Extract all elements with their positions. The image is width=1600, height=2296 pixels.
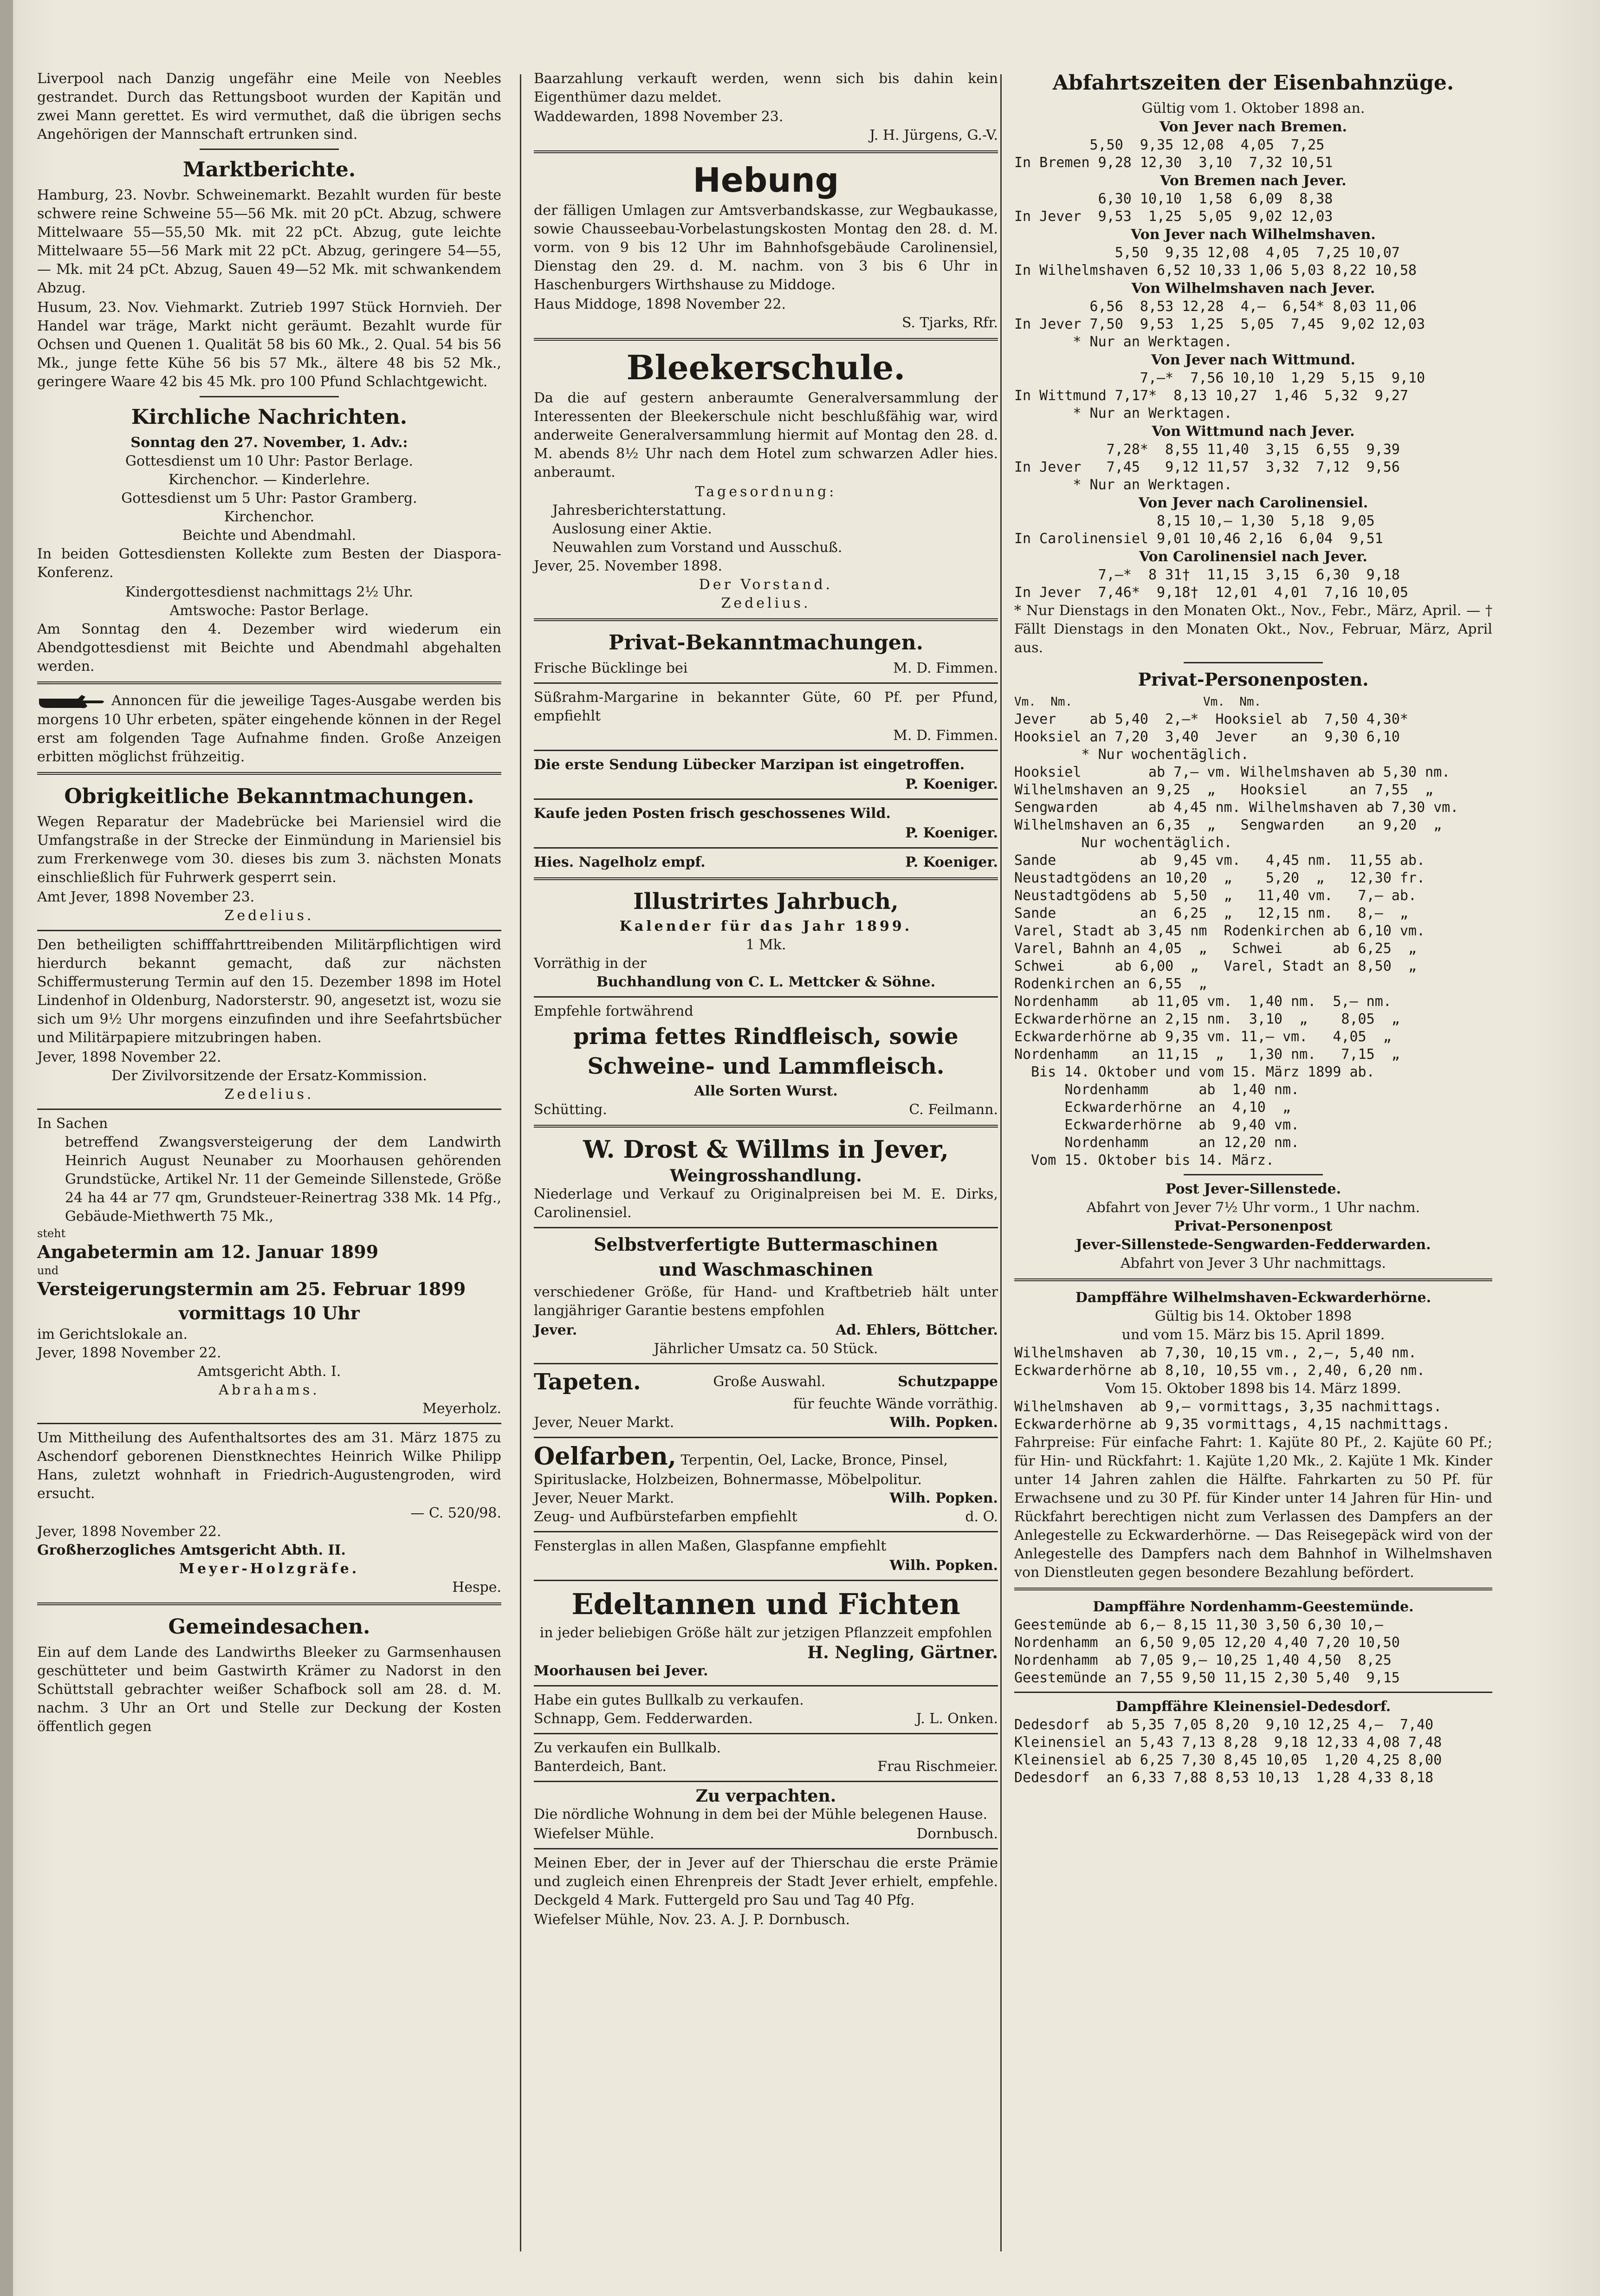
bull-sig-a: Banterdeich, Bant.: [534, 1758, 667, 1775]
bleek-item: Neuwahlen zum Vorstand und Ausschuß.: [552, 539, 842, 556]
pacht-sig-a: Wiefelser Mühle.: [534, 1826, 654, 1842]
post-row: Jever ab 5,40 2,—* Hooksiel ab 7,50 4,30*: [1014, 711, 1408, 727]
df3-heading: Dampffähre Kleinensiel-Dedesdorf.: [1115, 1699, 1391, 1715]
ad-text: Frische Bücklinge bei: [534, 660, 688, 676]
mitth-court: Großherzogliches Amtsgericht Abth. II.: [37, 1542, 346, 1558]
post-header: Vm. Nm. Vm. Nm.: [1014, 695, 1262, 709]
kirch-line: Beichte und Abendmahl.: [182, 527, 356, 544]
tap-sig-row: [534, 1414, 998, 1432]
rail-row: 6,56 8,53 12,28 4,— 6,54* 8,03 11,06: [1014, 298, 1417, 315]
divider: [534, 338, 998, 343]
fleisch-line-2: Schweine- und Lammfleisch.: [587, 1053, 945, 1079]
oel-sig-a: Jever, Neuer Markt.: [534, 1490, 674, 1506]
divider: [37, 930, 501, 931]
eber-text: Meinen Eber, der in Jever auf der Thierschau die erste Prämie und zugleich einen Ehrenpreis der Stadt Jever erhielt, empfehle. Deckgeld 4 Mark. Futtergeld pro Sau und Tag 40 Pfg.: [534, 1855, 998, 1908]
top-text: Baarzahlung verkauft werden, wenn sich bis dahin kein Eigenthümer dazu meldet.: [534, 71, 998, 105]
bleek-date: Jever, 25. November 1898.: [534, 558, 723, 574]
divider: [534, 1733, 998, 1734]
droste-heading: W. Drost & Willms in Jever,: [583, 1135, 949, 1164]
butter-sig-row: [534, 1321, 998, 1340]
rail-route-heading: Von Wilhelmshaven nach Jever.: [1131, 280, 1375, 297]
post-row: Nur wochentäglich.: [1014, 835, 1232, 851]
bull-sig-row-1: [534, 1710, 998, 1728]
ferry-row: Dedesdorf ab 5,35 7,05 8,20 9,10 12,25 4,— 7,40: [1014, 1717, 1434, 1733]
post-timetable: [1014, 711, 1492, 1169]
oel-text: Terpentin, Oel, Lacke, Bronce, Pinsel, Spirituslacke, Holzbeizen, Bohnermasse, Möbelpolitur.: [534, 1452, 948, 1488]
jahr-shop: Buchhandlung von C. L. Mettcker & Söhne.: [596, 974, 936, 990]
post-row: Vom 15. Oktober bis 14. März.: [1014, 1152, 1274, 1168]
hebung-sig: S. Tjarks, Rfr.: [901, 315, 998, 331]
divider: [534, 1363, 998, 1364]
rail-row: In Jever 7,46* 9,18† 12,01 4,01 7,16 10,05: [1014, 584, 1408, 601]
fleisch-line-1: prima fettes Rindfleisch, sowie: [573, 1024, 959, 1050]
rail-row: 7,—* 7,56 10,10 1,29 5,15 9,10: [1014, 370, 1425, 386]
ferry-row: Dedesdorf an 6,33 7,88 8,53 10,13 1,28 4,33 8,18: [1014, 1770, 1434, 1786]
post-row: Varel, Bahnh an 4,05 „ Schwei ab 6,25 „: [1014, 940, 1417, 957]
fenster-text: Fensterglas in allen Maßen, Glaspfanne empfiehlt: [534, 1538, 887, 1554]
bleek-heading: Bleekerschule.: [626, 348, 906, 387]
post-row: Bis 14. Oktober und vom 15. März 1899 ab.: [1014, 1064, 1375, 1080]
bull-text-1: Habe ein gutes Bullkalb zu verkaufen.: [534, 1692, 804, 1708]
oel-heading: Oelfarben,: [534, 1442, 676, 1471]
tap-a: Große Auswahl.: [713, 1374, 826, 1390]
mitth-sig: Meyer-Holzgräfe.: [179, 1561, 360, 1577]
bleek-sig-2: Zedelius.: [721, 595, 811, 611]
post-row: Nordenhamm ab 11,05 vm. 1,40 nm. 5,— nm.: [1014, 993, 1392, 1010]
post-row: Sengwarden ab 4,45 nm. Wilhelmshaven ab 7,30 vm.: [1014, 799, 1459, 816]
divider: [534, 1781, 998, 1782]
post-row: Varel, Stadt ab 3,45 nm Rodenkirchen ab 6,10 vm.: [1014, 923, 1425, 939]
ad-row: [534, 853, 998, 872]
divider: [534, 1685, 998, 1686]
divider: [534, 877, 998, 882]
divider: [534, 750, 998, 751]
rail-timetables: [1014, 118, 1492, 602]
rail-row: 6,30 10,10 1,58 6,09 8,38: [1014, 191, 1333, 207]
intro-text: Liverpool nach Danzig ungefähr eine Meile von Neebles gestrandet. Durch das Rettungsboot wurden der Kapitän und zwei Mann gerettet. Es wird vermuthet, daß die übrigen sechs Angehörigen der Mannschaft ertrunken sind.: [37, 71, 501, 143]
fleisch-line-3: Alle Sorten Wurst.: [694, 1083, 838, 1099]
kirch-amtswoche: Amtswoche: Pastor Berlage.: [169, 603, 369, 619]
df2-timetable: [1014, 1616, 1492, 1687]
ad-text: Kaufe jeden Posten frisch geschossenes Wild.: [534, 805, 891, 822]
rail-row: * Nur an Werktagen.: [1014, 477, 1232, 493]
sachen-intro: In Sachen: [37, 1116, 108, 1132]
df1-winter: Vom 15. Oktober 1898 bis 14. März 1899.: [1105, 1381, 1401, 1397]
sachen-loc: im Gerichtslokale an.: [37, 1326, 188, 1343]
tap-row: [534, 1369, 998, 1395]
post-row: Neustadtgödens an 10,20 „ 5,20 „ 12,30 fr.: [1014, 870, 1425, 886]
ad-text: Hies. Nagelholz empf.: [534, 854, 706, 870]
kirch-line: Kirchenchor.: [224, 509, 315, 525]
rail-row: In Jever 7,45 9,12 11,57 3,32 7,12 9,56: [1014, 459, 1400, 475]
top-date: Waddewarden, 1898 November 23.: [534, 109, 784, 125]
edel-text: in jeder beliebigen Größe hält zur jetzigen Pflanzzeit empfohlen: [539, 1625, 992, 1641]
sachen-termin-3: vormittags 10 Uhr: [179, 1303, 360, 1323]
butter-heading-1: Selbstverfertigte Buttermaschinen: [594, 1234, 938, 1255]
fleisch-sig-a: Schütting.: [534, 1102, 607, 1118]
divider: [1184, 1174, 1323, 1175]
post3-text: Abfahrt von Jever 3 Uhr nachmittags.: [1121, 1255, 1386, 1271]
tap-c: für feuchte Wände vorräthig.: [793, 1396, 998, 1412]
divider: [1014, 1588, 1492, 1592]
kirch-sunday: Sonntag den 27. November, 1. Adv.:: [130, 435, 408, 451]
jahr-price: 1 Mk.: [745, 937, 786, 953]
jahr-sub: Kalender für das Jahr 1899.: [619, 918, 913, 934]
df1-heading: Dampffähre Wilhelmshaven-Eckwarderhörne.: [1075, 1290, 1432, 1306]
ferry-row: Wilhelmshaven ab 7,30, 10,15 vm., 2,—, 5,40 nm.: [1014, 1345, 1417, 1361]
hebung-text: der fälligen Umlagen zur Amtsverbandskasse, zur Wegbaukasse, sowie Chausseebau-Vorbelastungskosten Montag den 28. d. M. vorm. von 9 bis 12 Uhr im Bahnhofsgebäude Carolinensiel, Dienstag den 29. d. M. nachm. von 3 bis 6 Uhr in Haschenburgers Wirthshause zu Middoge.: [534, 202, 998, 293]
droste-text: Niederlage und Verkauf zu Originalpreisen bei M. E. Dirks, Carolinensiel.: [534, 1186, 998, 1221]
sachen-text: betreffend Zwangsversteigerung der dem Landwirth Heinrich August Neunaber zu Moorhausen gehörenden Grundstücke, Artikel Nr. 11 der Gemeinde Sillenstede, Größe 24 ha 44 ar 77 qm, Grundsteuer-Reinertrag 338 Mk. 14 Pfg., Gebäude-Miethwerth 75 Mk.,: [65, 1134, 501, 1225]
post-row: Eckwarderhörne an 4,10 „: [1014, 1099, 1291, 1116]
annoncen-notice: [37, 692, 501, 766]
butter-note: Jährlicher Umsatz ca. 50 Stück.: [654, 1341, 878, 1357]
bull-sig-a: Schnapp, Gem. Fedderwarden.: [534, 1711, 753, 1727]
divider: [534, 798, 998, 800]
divider: [37, 1602, 501, 1607]
butter-text: verschiedener Größe, für Hand- und Kraftbetrieb hält unter langjähriger Garantie bestens empfohlen: [534, 1284, 998, 1319]
divider: [534, 1125, 998, 1129]
bull-sig-b: Frau Rischmeier.: [877, 1758, 998, 1775]
post-row: Nordenhamm ab 1,40 nm.: [1014, 1082, 1300, 1098]
column-rule: [1000, 74, 1002, 2251]
oel-sig-b: Wilh. Popken.: [889, 1490, 998, 1506]
markt-husum: Husum, 23. Nov. Viehmarkt. Zutrieb 1997 Stück Hornvieh. Der Handel war träge, Markt nicht geräumt. Bezahlt wurde für Ochsen und Quenen 1. Qualität 58 bis 60 Mk., 2. Qual. 54 bis 56 Mk., junge fette Kühe 56 bis 57 Mk., ältere 48 bis 52 Mk., geringere Waare 42 bis 45 Mk. pro 100 Pfund Schlachtgewicht.: [37, 299, 501, 390]
jahr-v: Vorräthig in der: [534, 955, 647, 972]
df1-valid: Gültig bis 14. Oktober 1898: [1154, 1308, 1352, 1324]
ferry-row: Kleinensiel ab 6,25 7,30 8,45 10,05 1,20 4,25 8,00: [1014, 1752, 1442, 1768]
post-row: Eckwarderhörne ab 9,40 vm.: [1014, 1117, 1300, 1133]
bull-sig-row-2: [534, 1758, 998, 1776]
tap-b: Schutzpappe: [898, 1374, 998, 1390]
ad-sig: P. Koeniger.: [905, 776, 998, 792]
post-row: Rodenkirchen an 6,55 „: [1014, 976, 1207, 992]
ad-sig: M. D. Fimmen.: [893, 660, 998, 676]
markt-hamburg: Hamburg, 23. Novbr. Schweinemarkt. Bezahlt wurden für beste schwere reine Schweine 55—56 Mk. mit 20 pCt. Abzug, schwere Mittelwaare 55—55,50 Mk. mit 22 pCt. Abzug, gute leichte Mittelwaare 55—56 Mark mit 22 pCt. Abzug, geringere 54—55,— Mk. mit 24 pCt. Abzug, Sauen 49—52 Mk. mit schwankendem Abzug.: [37, 187, 501, 296]
rail-row: 8,15 10,— 1,30 5,18 9,05: [1014, 513, 1375, 529]
rail-route-heading: Von Bremen nach Jever.: [1160, 173, 1347, 189]
rail-row: * Nur an Werktagen.: [1014, 405, 1232, 422]
pacht-text: Die nördliche Wohnung in dem bei der Mühle belegenen Hause.: [534, 1806, 988, 1823]
ad-sig: P. Koeniger.: [905, 825, 998, 841]
ad-row: [534, 659, 998, 678]
sachen-termin-2: Versteigerungstermin am 25. Februar 1899: [37, 1278, 466, 1299]
post-row: Neustadtgödens ab 5,50 „ 11,40 vm. 7,— ab.: [1014, 888, 1417, 904]
column-rule: [520, 74, 521, 2251]
post-row: Eckwarderhörne an 2,15 nm. 3,10 „ 8,05 „: [1014, 1011, 1400, 1027]
column-2: [534, 70, 998, 1929]
obrig-text-1: Wegen Reparatur der Madebrücke bei Mariensiel wird die Umfangstraße in der Strecke der Einmündung in Mariensiel bis zum Frerkenwege vom 30. dieses bis zum 3. nächsten Monats einschließlich für Fuhrwerk gesperrt sein.: [37, 814, 501, 886]
post-row: Eckwarderhörne ab 9,35 vm. 11,— vm. 4,05 „: [1014, 1029, 1392, 1045]
ferry-row: Kleinensiel an 5,43 7,13 8,28 9,18 12,33 4,08 7,48: [1014, 1734, 1442, 1751]
rail-row: 5,50 9,35 12,08 4,05 7,25: [1014, 137, 1325, 153]
post-row: Sande an 6,25 „ 12,15 nm. 8,— „: [1014, 905, 1408, 921]
rail-row: 5,50 9,35 12,08 4,05 7,25 10,07: [1014, 245, 1400, 261]
post3-heading: Privat-Personenpost: [1174, 1218, 1333, 1234]
kirch-kollekte: In beiden Gottesdiensten Kollekte zum Besten der Diaspora-Konferenz.: [37, 546, 501, 581]
kirch-advent: Am Sonntag den 4. Dezember wird wiederum ein Abendgottesdienst mit Beichte und Abendmahl abgehalten werden.: [37, 621, 501, 675]
pacht-heading: Zu verpachten.: [695, 1786, 836, 1806]
divider: [37, 1423, 501, 1424]
jahr-heading: Illustrirtes Jahrbuch,: [633, 889, 899, 915]
obrig-sig-2: Zedelius.: [224, 1086, 314, 1103]
df1-timetable: [1014, 1344, 1492, 1380]
oel-sig-d: d. O.: [965, 1509, 998, 1525]
divider: [200, 149, 339, 150]
sachen-sig: Abrahams.: [219, 1382, 320, 1398]
post-row: Wilhelmshaven an 6,35 „ Sengwarden an 9,20 „: [1014, 817, 1442, 833]
rail-row: In Carolinensiel 9,01 10,46 2,16 6,04 9,51: [1014, 531, 1383, 547]
rail-route-heading: Von Jever nach Bremen.: [1160, 119, 1347, 135]
ad-text: Die erste Sendung Lübecker Marzipan ist eingetroffen.: [534, 757, 965, 773]
rail-route-heading: Von Jever nach Carolinensiel.: [1138, 495, 1368, 511]
rail-row: * Nur an Werktagen.: [1014, 334, 1232, 350]
rail-row: 7,—* 8 31† 11,15 3,15 6,30 9,18: [1014, 567, 1400, 583]
mitth-date: Jever, 1898 November 22.: [37, 1524, 221, 1540]
divider: [1184, 662, 1323, 663]
divider: [37, 1109, 501, 1110]
divider: [534, 1531, 998, 1532]
oel-sig-row-2: [534, 1508, 998, 1526]
post2-text: Abfahrt von Jever 7½ Uhr vorm., 1 Uhr nachm.: [1086, 1200, 1420, 1216]
divider: [534, 996, 998, 998]
divider: [534, 847, 998, 849]
bleek-item: Jahresberichterstattung.: [552, 502, 726, 519]
bull-sig-b: J. L. Onken.: [916, 1711, 998, 1727]
rail-route-heading: Von Jever nach Wittmund.: [1151, 352, 1355, 368]
pointing-hand-icon: [37, 692, 107, 711]
mitth-text: Um Mittheilung des Aufenthaltsortes des am 31. März 1875 zu Aschendorf geborenen Dienstknechtes Heinrich Wilke Philipp Hans, zuletzt wohnhaft in Friedrich-Augustengroden, wird ersucht.: [37, 1430, 501, 1502]
markt-heading: Marktberichte.: [182, 158, 356, 182]
tap-heading: Tapeten.: [534, 1369, 641, 1395]
oel-sig-c: Zeug- und Aufbürstefarben empfiehlt: [534, 1509, 797, 1525]
kirch-line: Gottesdienst um 10 Uhr: Pastor Berlage.: [125, 453, 413, 469]
rail-note: * Nur Dienstags in den Monaten Okt., Nov., Febr., März, April. — † Fällt Dienstags in den Monaten Okt., Nov., Februar, März, April aus.: [1014, 603, 1492, 656]
bleek-sig-1: Der Vorstand.: [699, 577, 833, 593]
rail-heading: Abfahrtszeiten der Eisenbahnzüge.: [1052, 71, 1454, 95]
fleisch-sig-b: C. Feilmann.: [909, 1102, 998, 1118]
post-row: Wilhelmshaven an 9,25 „ Hooksiel an 7,55 „: [1014, 782, 1434, 798]
ad-sig: M. D. Fimmen.: [893, 727, 998, 744]
obrig-sig-1: Zedelius.: [224, 908, 314, 924]
sachen-name: Meyerholz.: [422, 1401, 501, 1417]
obrig-date-2: Jever, 1898 November 22.: [37, 1049, 221, 1065]
fleisch-sig-row: [534, 1101, 998, 1119]
divider: [534, 682, 998, 684]
post3-sub: Jever-Sillenstede-Sengwarden-Fedderwarden.: [1075, 1237, 1431, 1253]
page-spine: [0, 0, 13, 2296]
ferry-row: Geestemünde an 7,55 9,50 11,15 2,30 5,40 9,15: [1014, 1670, 1400, 1686]
post-row: Sande ab 9,45 vm. 4,45 nm. 11,55 ab.: [1014, 852, 1425, 869]
ferry-row: Nordenhamm an 6,50 9,05 12,20 4,40 7,20 10,50: [1014, 1634, 1400, 1651]
fenster-sig: Wilh. Popken.: [889, 1557, 998, 1574]
hebung-date: Haus Middoge, 1898 November 22.: [534, 296, 786, 312]
bleek-text: Da die auf gestern anberaumte Generalversammlung der Interessenten der Bleekerschule nicht beschlußfähig war, wird anderweite Generalversammlung hiermit auf Montag den 28. d. M. abends 8½ Uhr nach dem Hotel zum schwarzen Adler hies. anberaumt.: [534, 390, 998, 480]
privat-heading: Privat-Bekanntmachungen.: [608, 631, 924, 655]
kirch-kinder: Kindergottesdienst nachmittags 2½ Uhr.: [125, 584, 414, 600]
mitth-name: Hespe.: [452, 1579, 501, 1596]
column-3: [1014, 70, 1492, 1787]
post-row: Schwei ab 6,00 „ Varel, Stadt an 8,50 „: [1014, 958, 1417, 974]
obrig-heading: Obrigkeitliche Bekanntmachungen.: [64, 785, 474, 808]
annoncen-text: Annoncen für die jeweilige Tages-Ausgabe werden bis morgens 10 Uhr erbeten, später eingehende können in der Regel erst am folgenden Tage Aufnahme finden. Große Anzeigen erbitten möglichst frühzeitig.: [37, 693, 501, 765]
obrig-office-2: Der Zivilvorsitzende der Ersatz-Kommission.: [111, 1068, 427, 1084]
column-1: [37, 70, 501, 1737]
divider: [534, 150, 998, 155]
ferry-row: Wilhelmshaven ab 9,— vormittags, 3,35 nachmittags.: [1014, 1399, 1442, 1415]
df3-timetable: [1014, 1716, 1492, 1787]
post-row: Hooksiel ab 7,— vm. Wilhelmshaven ab 5,30 nm.: [1014, 764, 1451, 780]
obrig-date-1: Amt Jever, 1898 November 23.: [37, 889, 255, 905]
df2-heading: Dampffähre Nordenhamm-Geestemünde.: [1093, 1599, 1414, 1615]
bull-text-2: Zu verkaufen ein Bullkalb.: [534, 1740, 721, 1756]
sachen-date: Jever, 1898 November 22.: [37, 1345, 221, 1361]
sachen-court: Amtsgericht Abth. I.: [197, 1363, 341, 1380]
gem-text: Ein auf dem Lande des Landwirths Bleeker zu Garmsenhausen geschütteter und beim Gastwirth Krämer zu Nadorst in den Schüttstall gebrachter weißer Schafbock soll am 28. d. M. nachm. 3 Uhr an Ort und Stelle zur Deckung der Kosten öffentlich gegen: [37, 1644, 501, 1735]
rail-route-heading: Von Jever nach Wilhelmshaven.: [1131, 227, 1376, 243]
sachen-termin-1: Angabetermin am 12. Januar 1899: [37, 1241, 379, 1262]
post-row: Nordenhamm an 12,20 nm.: [1014, 1135, 1300, 1151]
edel-sig: H. Negling, Gärtner.: [807, 1643, 998, 1662]
rail-row: 7,28* 8,55 11,40 3,15 6,55 9,39: [1014, 441, 1400, 458]
divider: [37, 772, 501, 777]
divider: [1014, 1278, 1492, 1283]
ad-sig: P. Koeniger.: [905, 854, 998, 870]
df1-valid-2: und vom 15. März bis 15. April 1899.: [1121, 1327, 1385, 1343]
tap-sig-b: Wilh. Popken.: [889, 1414, 998, 1431]
butter-heading-2: und Waschmaschinen: [658, 1259, 874, 1280]
post-row: Hooksiel an 7,20 3,40 Jever an 9,30 6,10: [1014, 729, 1400, 745]
rail-row: In Jever 7,50 9,53 1,25 5,05 7,45 9,02 12,03: [1014, 316, 1425, 332]
pacht-sig-b: Dornbusch.: [916, 1826, 998, 1842]
droste-sub: Weingrosshandlung.: [670, 1166, 862, 1186]
divider: [200, 396, 339, 397]
divider: [534, 1580, 998, 1581]
post2-heading: Post Jever-Sillenstede.: [1165, 1181, 1341, 1197]
pacht-sig-row: [534, 1825, 998, 1843]
tap-sig-a: Jever, Neuer Markt.: [534, 1414, 674, 1431]
ferry-row: Eckwarderhörne ab 9,35 vormittags, 4,15 nachmittags.: [1014, 1416, 1451, 1433]
kirch-line: Gottesdienst um 5 Uhr: Pastor Gramberg.: [121, 490, 417, 506]
fleisch-pre: Empfehle fortwährend: [534, 1003, 693, 1019]
ferry-row: Nordenhamm ab 7,05 9,— 10,25 1,40 4,50 8,25: [1014, 1652, 1392, 1668]
ad-text: Süßrahm-Margarine in bekannter Güte, 60 Pf. per Pfund, empfiehlt: [534, 689, 998, 724]
obrig-text-2: Den betheiligten schifffahrttreibenden Militärpflichtigen wird hierdurch bekannt gemacht, daß zur nächsten Schiffermusterung Termin auf den 15. Dezember 1898 im Hotel Lindenhof in Oldenburg, Nadorsterstr. 90, angesetzt ist, wozu sie sich um 9½ Uhr morgens einzufinden und ihre Seefahrtsbücher und Militärpapiere mitzubringen haben.: [37, 937, 501, 1046]
hebung-heading: Hebung: [693, 161, 839, 200]
divider: [534, 618, 998, 623]
rail-valid: Gültig vom 1. Oktober 1898 an.: [1141, 100, 1365, 117]
divider: [1014, 1692, 1492, 1693]
rail-route-heading: Von Wittmund nach Jever.: [1152, 423, 1355, 440]
top-sig: J. H. Jürgens, G.-V.: [869, 127, 998, 143]
divider: [37, 681, 501, 686]
oel-block: [534, 1443, 998, 1489]
kirch-heading: Kirchliche Nachrichten.: [131, 405, 408, 429]
df1-text: Fahrpreise: Für einfache Fahrt: 1. Kajüte 80 Pf., 2. Kajüte 60 Pf.; für Hin- und Rückfahrt: 1. Kajüte 1,20 Mk., 2. Kajüte 1 Mk. Kinder unter 14 Jahren zahlen die Hälfte. Fahrkarten zu 50 Pf. für Erwachsene und zu 30 Pf. für Kinder unter 14 Jahren für Hin- und Rückfahrt berechtigen nicht zum Verlassen des Dampfers an der Anlegestelle zu Eckwarderhörne. — Das Reisegepäck wird von der Anlegestelle des Dampfers nach dem Bahnhof in Wilhelmshaven von Dienstleuten gegen besondere Bezahlung befördert.: [1014, 1434, 1492, 1581]
kirch-line: Kirchenchor. — Kinderlehre.: [168, 472, 370, 488]
sachen-steht: steht: [37, 1227, 66, 1240]
rail-row: In Jever 9,53 1,25 5,05 9,02 12,03: [1014, 208, 1333, 225]
oel-sig-row: [534, 1489, 998, 1508]
divider: [534, 1437, 998, 1438]
butter-sig-a: Jever.: [534, 1322, 577, 1338]
gem-heading: Gemeindesachen.: [168, 1615, 370, 1639]
butter-sig-b: Ad. Ehlers, Böttcher.: [836, 1322, 998, 1338]
eber-sig: Wiefelser Mühle, Nov. 23. A. J. P. Dornbusch.: [534, 1912, 850, 1928]
rail-route-heading: Von Carolinensiel nach Jever.: [1139, 549, 1367, 565]
edel-loc: Moorhausen bei Jever.: [534, 1663, 708, 1679]
divider: [534, 1227, 998, 1228]
ferry-row: Eckwarderhörne ab 8,10, 10,55 vm., 2,40, 6,20 nm.: [1014, 1362, 1425, 1379]
post-heading: Privat-Personenposten.: [1138, 669, 1369, 690]
divider: [534, 1848, 998, 1849]
ferry-row: Geestemünde ab 6,— 8,15 11,30 3,50 6,30 10,—: [1014, 1617, 1383, 1633]
bleek-item: Auslosung einer Aktie.: [552, 521, 712, 537]
post-row: * Nur wochentäglich.: [1014, 746, 1249, 763]
rail-row: In Bremen 9,28 12,30 3,10 7,32 10,51: [1014, 155, 1333, 171]
df1-timetable-winter: [1014, 1398, 1492, 1433]
bleek-agenda-title: Tagesordnung:: [695, 484, 837, 500]
mitth-ref: — C. 520/98.: [410, 1505, 501, 1521]
post-row: Nordenhamm an 11,15 „ 1,30 nm. 7,15 „: [1014, 1046, 1400, 1063]
rail-row: In Wittmund 7,17* 8,13 10,27 1,46 5,32 9,27: [1014, 388, 1408, 404]
edel-heading: Edeltannen und Fichten: [571, 1587, 960, 1621]
sachen-und: und: [37, 1264, 59, 1277]
rail-row: In Wilhelmshaven 6,52 10,33 1,06 5,03 8,22 10,58: [1014, 262, 1417, 279]
